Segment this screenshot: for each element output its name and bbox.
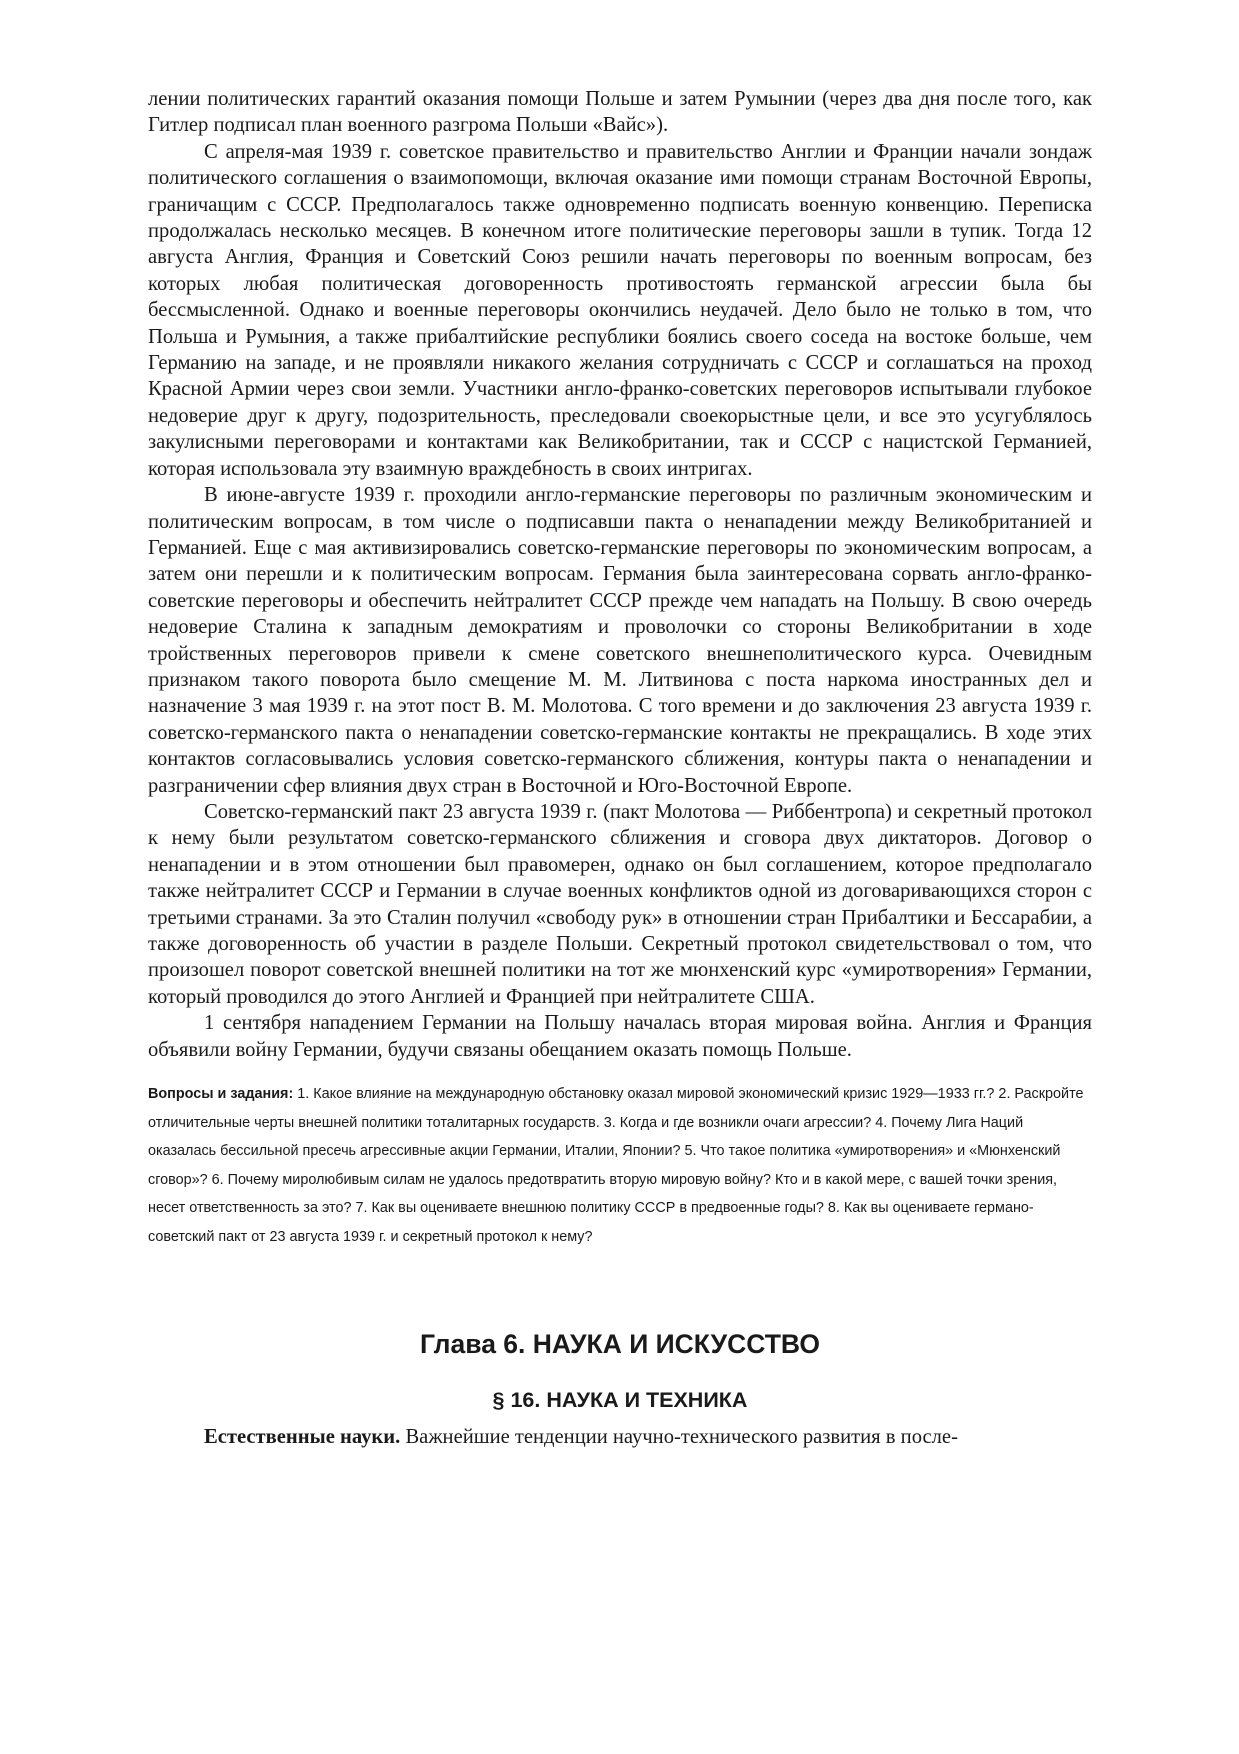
paragraph-pact: Советско-германский пакт 23 августа 1939 г. (пакт Молотова — Риббентропа) и секретный протокол к нему были результатом советско-германского сближения и сговора двух диктаторов. Договор о ненападении и в этом отношении был правомерен, однако он был соглашением, которое предполагало также нейтралитет СССР и Германии в случае военных конфликтов одной из договаривающихся сторон с третьими странами. За это Сталин получил «свободу рук» в отношении стран Прибалтики и Бессарабии, а также договоренность об участии в разделе Польши. Секретный протокол свидетельствовал о том, что произошел поворот советской внешней политики на тот же мюнхенский курс «умиротворения» Германии, который проводился до этого Англией и Францией при нейтралитете США. (148, 800, 1092, 1008)
paragraph-anglo-german-talks: В июне-августе 1939 г. проходили англо-германские переговоры по различным экономическим и политическим вопросам, в том числе о подписавши пакта о ненападении между Великобританией и Германией. Еще с мая активизировались советско-германские переговоры по экономическим вопросам, а затем они перешли и к политическим вопросам. Германия была заинтересована сорвать англо-франко-советские переговоры и обеспечить нейтралитет СССР прежде чем нападать на Польшу. В свою очередь недоверие Сталина к западным демократиям и проволочки со стороны Великобритании в ходе тройственных переговоров привели к смене советского внешнеполитического курса. Очевидным признаком такого поворота было смещение М. М. Литвинова с поста наркома иностранных дел и назначение 3 мая 1939 г. на этот пост В. М. Молотова. С того времени и до заключения 23 августа 1939 г. советско-германского пакта о ненападении советско-германские контакты не прекращались. В ходе этих контактов согласовывались условия советско-германского сближения, контуры пакта о ненападении и разграничении сфер влияния двух стран в Восточной и Юго-Восточной Европе. (148, 484, 1092, 797)
page-content (148, 86, 1092, 1450)
questions-label: Вопросы и задания: (148, 1086, 294, 1103)
paragraph-war-start: 1 сентября нападением Германии на Польшу началась вторая мировая война. Англия и Франция объявили войну Германии, будучи связаны обещанием оказать помощь Польше. (148, 1012, 1092, 1061)
paragraph-continued: лении политических гарантий оказания помощи Польше и затем Румынии (через два дня после того, как Гитлер подписал план военного разгрома Польши «Вайс»). (148, 88, 1092, 137)
chapter-title: Глава 6. НАУКА И ИСКУССТВО (419, 1328, 820, 1359)
section-title: § 16. НАУКА И ТЕХНИКА (492, 1387, 748, 1412)
paragraph-negotiations: С апреля-мая 1939 г. советское правительство и правительство Англии и Франции начали зондаж политического соглашения о взаимопомощи, включая оказание ими помощи странам Восточной Европы, граничащим с СССР. Предполагалось также одновременно подписать военную конвенцию. Переписка продолжалась несколько месяцев. В конечном итоге политические переговоры зашли в тупик. Тогда 12 августа Англия, Франция и Советский Союз решили начать переговоры по военным вопросам, без которых любая политическая договоренность противостоять германской агрессии была бы бессмысленной. Однако и военные переговоры окончились неудачей. Дело было не только в том, что Польша и Румыния, а также прибалтийские республики боялись своего соседа на востоке больше, чем Германию на западе, и не проявляли никакого желания сотрудничать с СССР и соглашаться на проход Красной Армии через свои земли. Участники англо-франко-советских переговоров испытывали глубокое недоверие друг к другу, подозрительность, преследовали своекорыстные цели, и все это усугублялось закулисными переговорами и контактами как Великобритании, так и СССР с нацистской Германией, которая использовала эту взаимную враждебность в своих интригах. (148, 140, 1092, 480)
lead-paragraph (148, 1424, 1092, 1450)
lead-title: Естественные науки. (204, 1425, 401, 1448)
lead-text: Важнейшие тенденции научно-технического развития в после- (400, 1425, 958, 1448)
questions-block (148, 1080, 1092, 1252)
questions-text: 1. Какое влияние на международную обстановку оказал мировой экономический кризис 1929—1933 гг.? 2. Раскройте отличительные черты внешней политики тоталитарных государств. 3. Когда и где возникли очаги агрессии? 4. Почему Лига Наций оказалась бессильной пресечь агрессивные акции Германии, Италии, Японии? 5. Что такое политика «умиротворения» и «Мюнхенский сговор»? 6. Почему миролюбивым силам не удалось предотвратить вторую мировую войну? Кто и в какой мере, с вашей точки зрения, несет ответственность за это? 7. Как вы оцениваете внешнюю политику СССР в предвоенные годы? 8. Как вы оцениваете германо-советский пакт от 23 августа 1939 г. и секретный протокол к нему? (148, 1086, 1084, 1245)
